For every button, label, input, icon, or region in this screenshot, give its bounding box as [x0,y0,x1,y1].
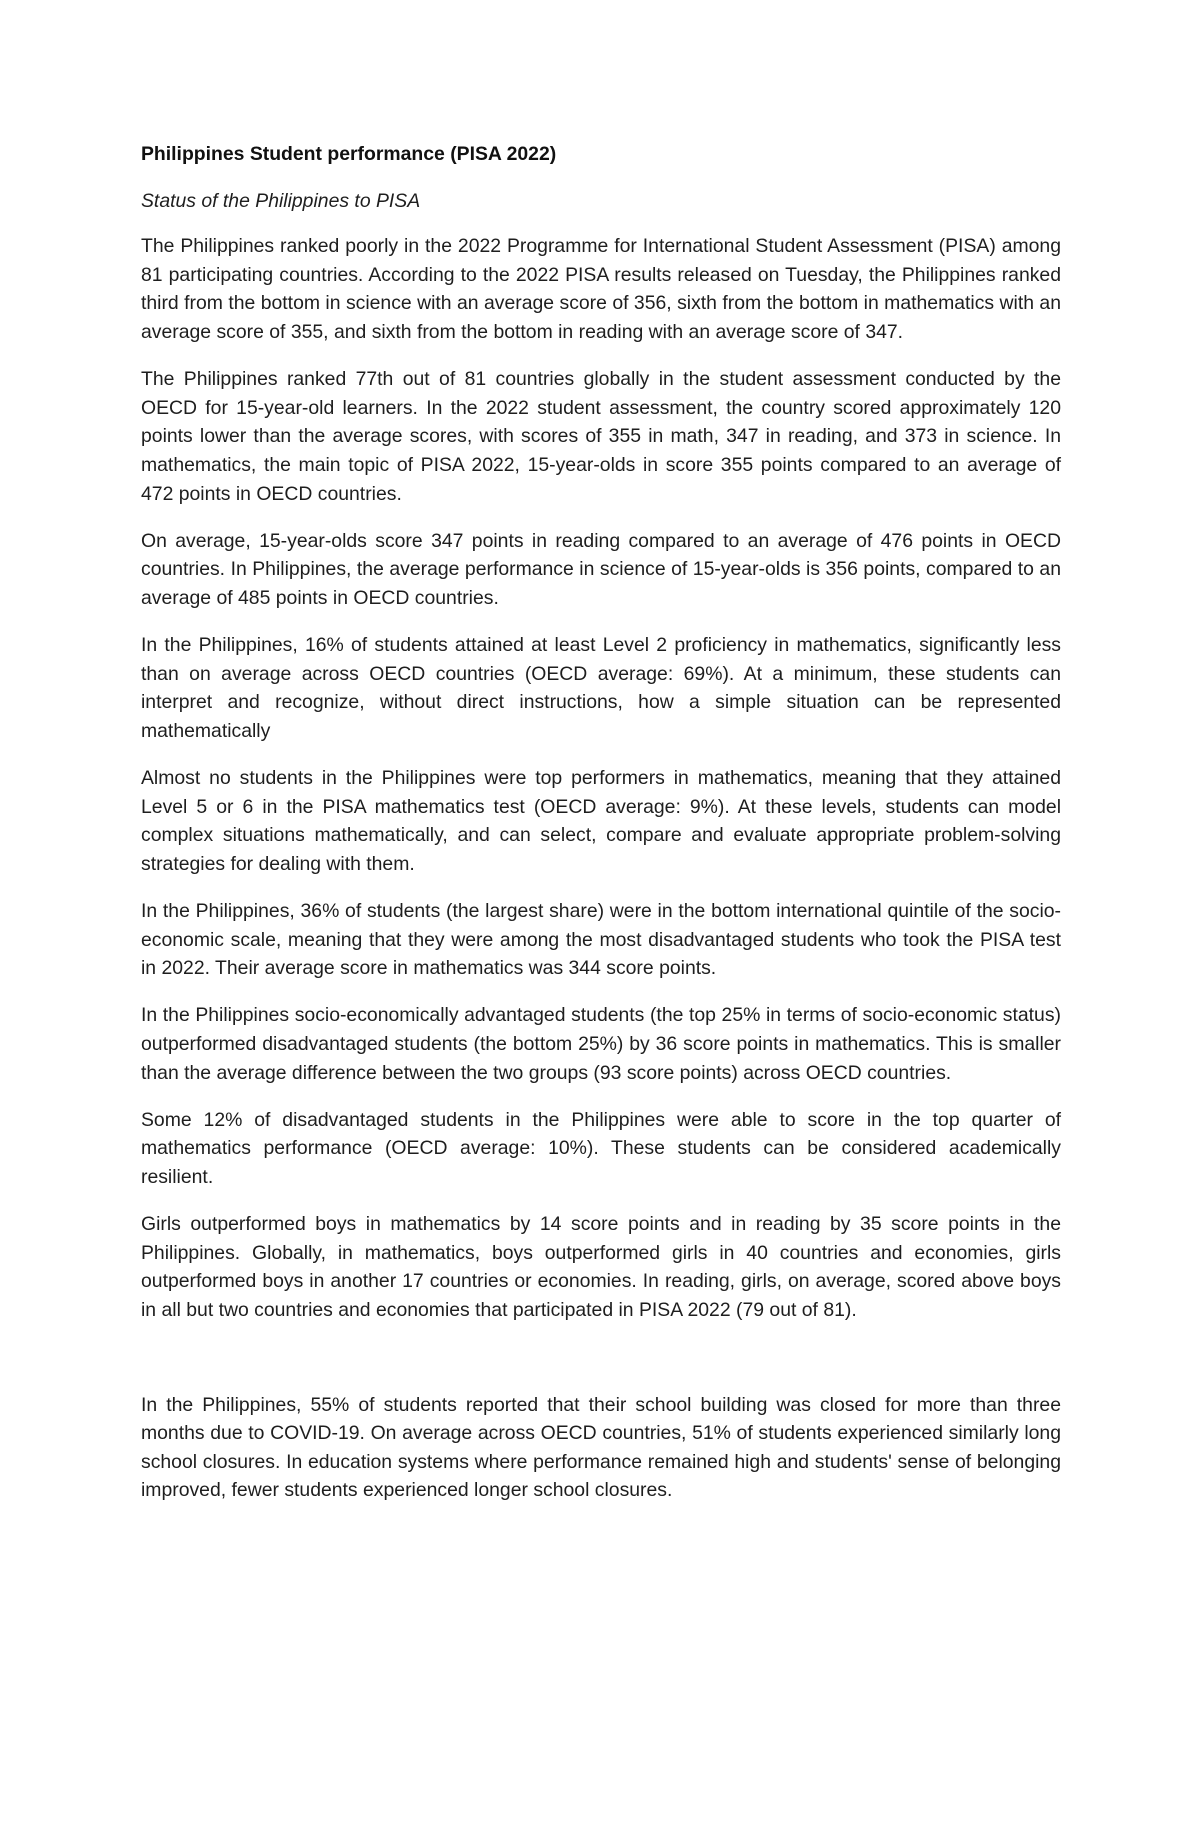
paragraph-reading-science: On average, 15-year-olds score 347 points in reading compared to an average of 476 points in OECD countries. In Philippines, the average performance in science of 15-year-olds is 356 points, compared to an average of 485 points in OECD countries. [141,529,1061,609]
paragraph-global-rank: The Philippines ranked 77th out of 81 countries globally in the student assessment conducted by the OECD for 15-year-old learners. In the 2022 student assessment, the country scored approximately 120 points lower than the average scores, with scores of 355 in math, 347 in reading, and 373 in science. In mathematics, the main topic of PISA 2022, 15-year-olds in score 355 points compared to an average of 472 points in OECD countries. [141,368,1061,505]
document-body [141,140,1061,1524]
paragraph-gender-gap: Girls outperformed boys in mathematics by 14 score points and in reading by 35 score points in the Philippines. Globally, in mathematics, boys outperformed girls in 40 countries and economies, girls outperformed boys in another 17 countries or economies. In reading, girls, on average, scored above boys in all but two countries and economies that participated in PISA 2022 (79 out of 81). [141,1213,1061,1321]
paragraph-level-2-proficiency: In the Philippines, 16% of students attained at least Level 2 proficiency in mathematics, significantly less than on average across OECD countries (OECD average: 69%). At a minimum, these students can interpret and recognize, without direct instructions, how a simple situation can be represented mathematically [141,634,1061,742]
paragraph-ranking-overview: The Philippines ranked poorly in the 2022 Programme for International Student Assessment (PISA) among 81 participating countries. According to the 2022 PISA results released on Tuesday, the Philippines ranked third from the bottom in science with an average score of 356, sixth from the bottom in mathematics with an average score of 355, and sixth from the bottom in reading with an average score of 347. [141,235,1061,343]
paragraph-academic-resilience: Some 12% of disadvantaged students in the Philippines were able to score in the top quarter of mathematics performance (OECD average: 10%). These students can be considered academically resilient. [141,1108,1061,1188]
document-subtitle: Status of the Philippines to PISA [141,189,421,212]
paragraph-top-performers: Almost no students in the Philippines were top performers in mathematics, meaning that they attained Level 5 or 6 in the PISA mathematics test (OECD average: 9%). At these levels, students can model complex situations mathematically, and can select, compare and evaluate appropriate problem-solving strategies for dealing with them. [141,767,1061,875]
paragraph-advantaged-gap: In the Philippines socio-economically advantaged students (the top 25% in terms of socio-economic status) outperformed disadvantaged students (the bottom 25%) by 36 score points in mathematics. This is smaller than the average difference between the two groups (93 score points) across OECD countries. [141,1004,1061,1084]
document-title: Philippines Student performance (PISA 2022) [141,143,557,165]
paragraph-school-closures: In the Philippines, 55% of students reported that their school building was closed for more than three months due to COVID-19. On average across OECD countries, 51% of students experienced similarly long school closures. In education systems where performance remained high and students' sense of belonging improved, fewer students experienced longer school closures. [141,1393,1061,1502]
paragraph-socio-economic-quintile: In the Philippines, 36% of students (the largest share) were in the bottom international quintile of the socio-economic scale, meaning that they were among the most disadvantaged students who took the PISA test in 2022. Their average score in mathematics was 344 score points. [141,900,1061,980]
